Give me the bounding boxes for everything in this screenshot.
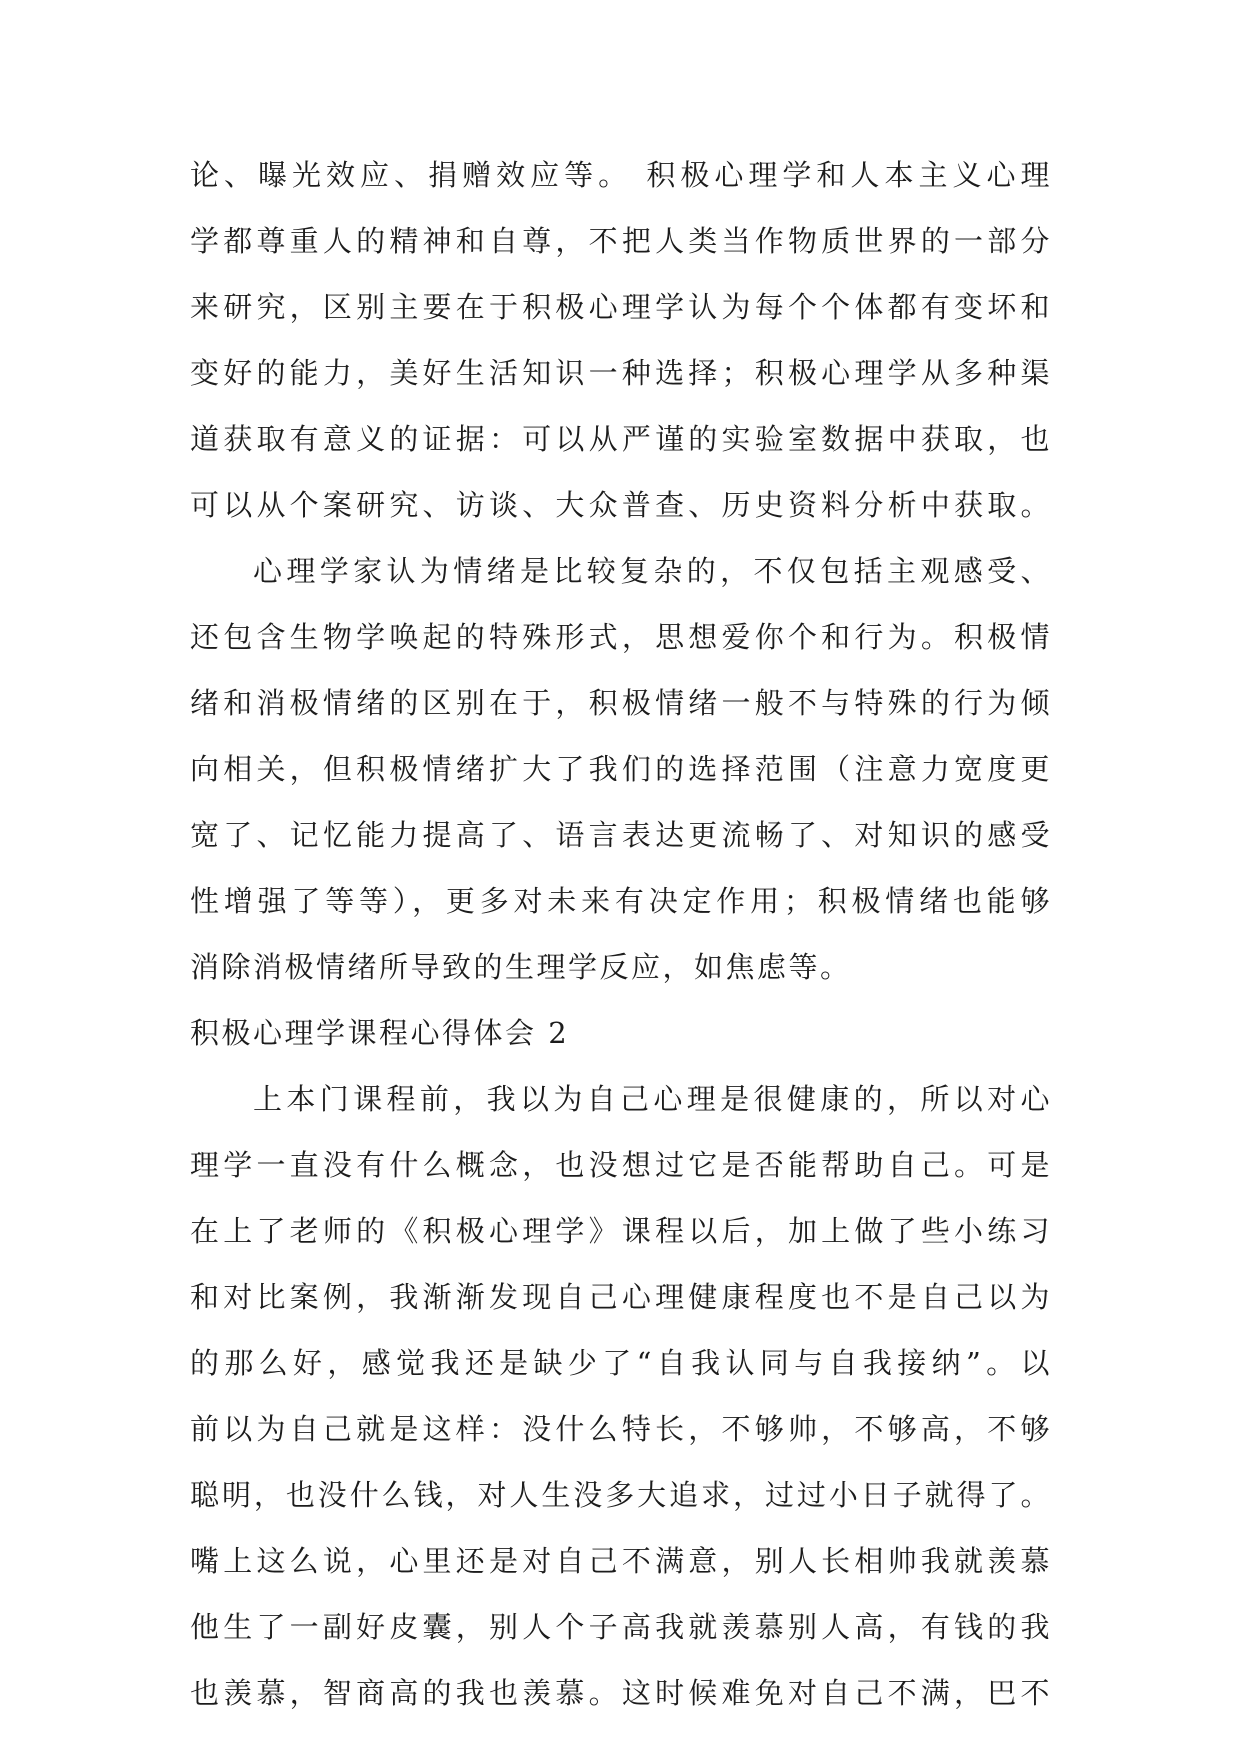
text-line: 心理学家认为情绪是比较复杂的，不仅包括主观感受、	[253, 554, 1052, 588]
section-heading: 积极心理学课程心得体会 2	[190, 1016, 570, 1050]
text-line: 聪明，也没什么钱，对人生没多大追求，过过小日子就得了。	[190, 1478, 1052, 1512]
text-line: 变好的能力，美好生活知识一种选择；积极心理学从多种渠	[190, 356, 1052, 390]
text-line: 来研究，区别主要在于积极心理学认为每个个体都有变坏和	[190, 290, 1052, 324]
text-line: 前以为自己就是这样：没什么特长，不够帅，不够高，不够	[190, 1412, 1052, 1446]
text-line: 可以从个案研究、访谈、大众普查、历史资料分析中获取。	[190, 488, 1052, 522]
text-line: 论、曝光效应、捐赠效应等。 积极心理学和人本主义心理	[190, 158, 1052, 192]
paragraph	[190, 1066, 1052, 1726]
text-line: 嘴上这么说，心里还是对自己不满意，别人长相帅我就羡慕	[190, 1544, 1052, 1578]
text-line: 性增强了等等），更多对未来有决定作用；积极情绪也能够	[190, 884, 1052, 918]
text-line: 理学一直没有什么概念，也没想过它是否能帮助自己。可是	[190, 1148, 1052, 1182]
text-line: 还包含生物学唤起的特殊形式，思想爱你个和行为。积极情	[190, 620, 1052, 654]
text-line: 他生了一副好皮囊，别人个子高我就羡慕别人高，有钱的我	[190, 1610, 1052, 1644]
text-line: 上本门课程前，我以为自己心理是很健康的，所以对心	[253, 1082, 1052, 1116]
text-line: 也羡慕，智商高的我也羡慕。这时候难免对自己不满，巴不	[190, 1676, 1052, 1710]
text-line: 消除消极情绪所导致的生理学反应，如焦虑等。	[190, 950, 852, 984]
text-line: 和对比案例，我渐渐发现自己心理健康程度也不是自己以为	[190, 1280, 1052, 1314]
text-line: 绪和消极情绪的区别在于，积极情绪一般不与特殊的行为倾	[190, 686, 1052, 720]
paragraph	[190, 142, 1052, 538]
document-page	[190, 142, 1052, 1726]
text-line: 宽了、记忆能力提高了、语言表达更流畅了、对知识的感受	[190, 818, 1052, 852]
text-line: 向相关，但积极情绪扩大了我们的选择范围（注意力宽度更	[190, 752, 1052, 786]
text-line: 在上了老师的《积极心理学》课程以后，加上做了些小练习	[190, 1214, 1052, 1248]
paragraph	[190, 538, 1052, 1000]
text-line: 道获取有意义的证据：可以从严谨的实验室数据中获取，也	[190, 422, 1052, 456]
text-line: 的那么好，感觉我还是缺少了“自我认同与自我接纳”。以	[190, 1346, 1052, 1380]
text-line: 学都尊重人的精神和自尊，不把人类当作物质世界的一部分	[190, 224, 1052, 258]
